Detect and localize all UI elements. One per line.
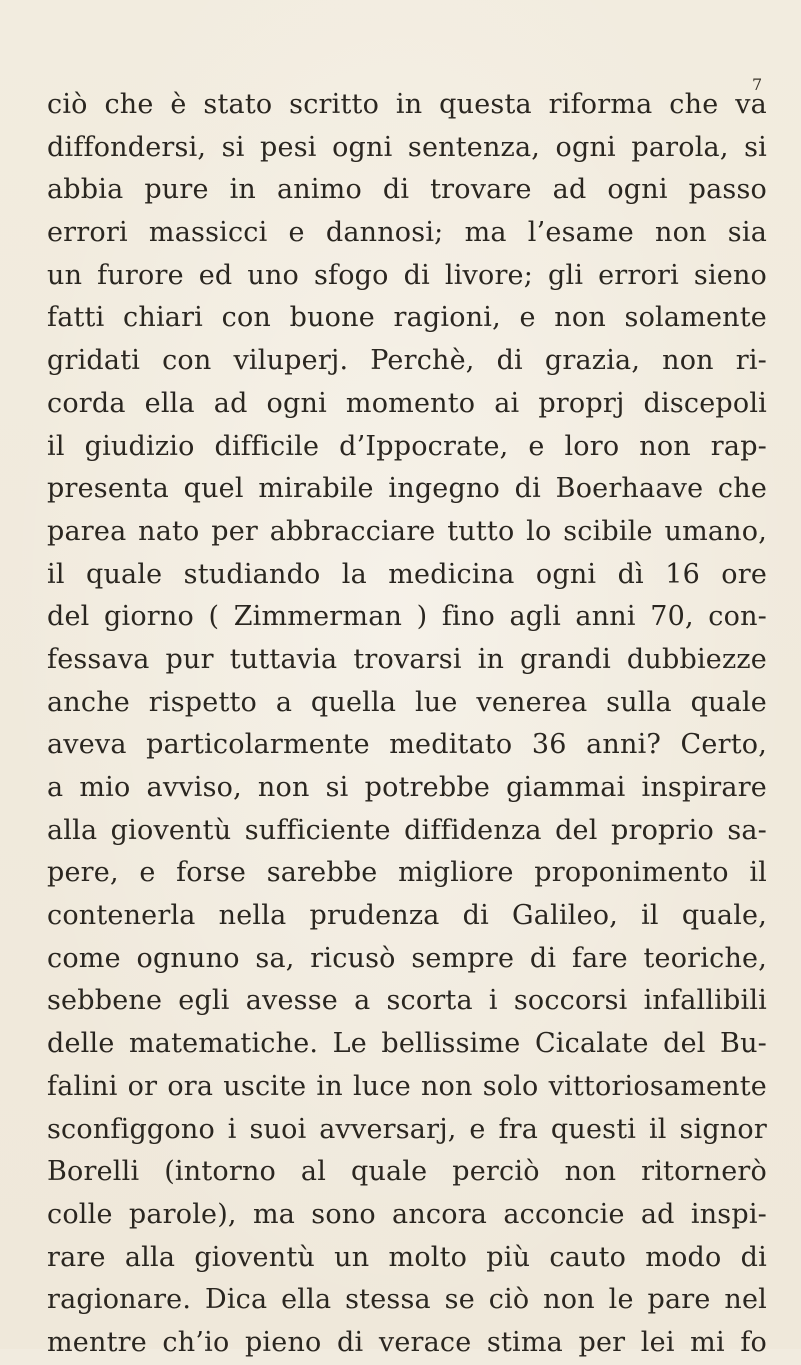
text-line: sebbene egli avesse a scorta i soccorsi infallibili — [47, 985, 767, 1017]
text-line: contenerla nella prudenza di Galileo, il quale, — [47, 900, 767, 932]
text-line: anche rispetto a quella lue venerea sulla quale — [47, 686, 767, 718]
text-line: del giorno ( Zimmerman ) fino agli anni 70, con- — [47, 601, 767, 633]
text-line: diffondersi, si pesi ogni sentenza, ogni parola, si — [47, 131, 767, 163]
text-line: ragionare. Dica ella stessa se ciò non le pare nel — [47, 1284, 767, 1316]
text-line: a mio avviso, non si potrebbe giammai inspirare — [47, 772, 767, 803]
text-line: aveva particolarmente meditato 36 anni? Certo, — [47, 729, 767, 761]
text-line: corda ella ad ogni momento ai proprj discepoli — [47, 387, 767, 419]
text-line: delle matematiche. Le bellissime Cicalate del Bu- — [47, 1028, 767, 1060]
text-line: falini or ora uscite in luce non solo vittoriosamente — [47, 1070, 767, 1102]
text-line: pere, e forse sarebbe migliore proponimento il — [47, 857, 767, 889]
text-line: colle parole), ma sono ancora acconcie ad inspi- — [47, 1198, 767, 1230]
text-line: come ognuno sa, ricusò sempre di fare teoriche, — [47, 942, 767, 974]
page-corner-mark: 7 — [752, 75, 763, 94]
text-line: abbia pure in animo di trovare ad ogni passo — [47, 174, 767, 206]
text-line: parea nato per abbracciare tutto lo scibile umano, — [47, 515, 767, 547]
text-line: rare alla gioventù un molto più cauto modo di — [47, 1241, 767, 1273]
body-text — [47, 84, 767, 1365]
text-line: gridati con viluperj. Perchè, di grazia, non ri- — [47, 345, 767, 377]
text-line: sconfiggono i suoi avversarj, e fra questi il signor — [47, 1113, 767, 1145]
text-line: fatti chiari con buone ragioni, e non solamente — [47, 302, 767, 334]
text-line: fessava pur tuttavia trovarsi in grandi dubbiezze — [47, 643, 767, 675]
text-line: il giudizio difficile d’Ippocrate, e loro non rap- — [47, 430, 767, 462]
text-line: errori massicci e dannosi; ma l’esame non sia — [47, 217, 767, 249]
text-line: presenta quel mirabile ingegno di Boerhaave che — [47, 473, 767, 505]
text-line: ciò che è stato scritto in questa riforma che va — [47, 89, 767, 120]
text-line: un furore ed uno sfogo di livore; gli errori sieno — [47, 259, 767, 291]
text-line: alla gioventù sufficiente diffidenza del proprio sa- — [47, 814, 767, 846]
text-line: il quale studiando la medicina ogni dì 16 ore — [47, 558, 767, 590]
text-line: Borelli (intorno al quale perciò non ritornerò — [47, 1156, 767, 1188]
text-line: mentre ch’io pieno di verace stima per lei mi fo — [47, 1326, 767, 1358]
